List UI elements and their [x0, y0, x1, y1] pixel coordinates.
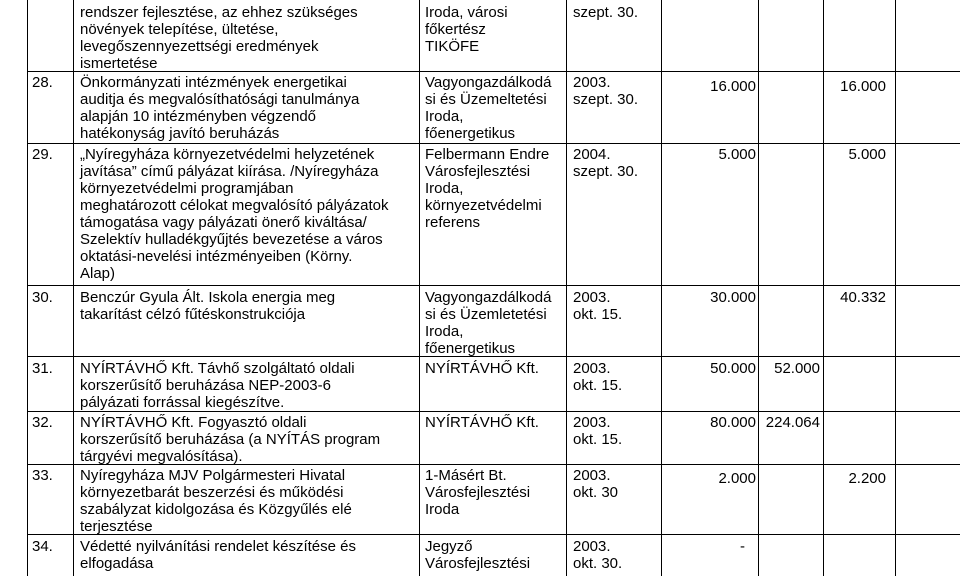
amount-3: 2.200: [848, 470, 886, 487]
row-number: 31.: [32, 360, 53, 377]
project-description: [80, 360, 355, 411]
text-line: „Nyíregyháza környezetvédelmi helyzetének: [80, 146, 375, 163]
text-line: környezetbarát beszerzési és működési: [80, 484, 344, 501]
text-line: szept. 30.: [573, 91, 639, 108]
responsible: [425, 74, 552, 142]
text-line: Iroda,: [425, 108, 464, 125]
text-line: korszerűsítő beruházása NEP-2003-6: [80, 377, 331, 394]
deadline: [573, 74, 638, 108]
text-line: Benczúr Gyula Ált. Iskola energia meg: [80, 289, 336, 306]
row-number: 34.: [32, 538, 53, 555]
text-line: NYÍRTÁVHŐ Kft.: [425, 360, 539, 377]
amount-2: 224.064: [765, 414, 820, 431]
text-line: tárgyévi megvalósítása).: [80, 448, 243, 465]
deadline: [573, 360, 622, 394]
table-border-left: [27, 0, 28, 576]
text-line: si és Üzemeltetési: [425, 91, 547, 108]
text-line: szabályzat kidolgozása és Közgyűlés elé: [80, 501, 352, 518]
text-line: környezetvédelmi programjában: [80, 180, 294, 197]
responsible: [425, 414, 539, 431]
text-line: Vagyongazdálkodá: [425, 74, 552, 91]
row-divider: [27, 143, 960, 144]
text-line: NYÍRTÁVHŐ Kft. Fogyasztó oldali: [80, 414, 307, 431]
text-line: szept. 30.: [573, 4, 639, 21]
amount-2: 52.000: [774, 360, 820, 377]
amount-1: 30.000: [710, 289, 756, 306]
text-line: takarítást célzó fűtéskonstrukciója: [80, 306, 306, 323]
text-line: Iroda,: [425, 323, 464, 340]
text-line: Iroda: [425, 501, 460, 518]
row-number: 32.: [32, 414, 53, 431]
text-line: okt. 30: [573, 484, 619, 501]
text-line: 2003.: [573, 74, 611, 91]
text-line: rendszer fejlesztése, az ehhez szükséges: [80, 4, 358, 21]
text-line: 2003.: [573, 467, 611, 484]
column-divider: [895, 0, 896, 576]
text-line: Szelektív hulladékgyűjtés bevezetése a város: [80, 231, 383, 248]
deadline: [573, 289, 622, 323]
text-line: Jegyző: [425, 538, 473, 555]
column-divider: [419, 0, 420, 576]
project-description: [80, 74, 359, 142]
text-line: NYÍRTÁVHŐ Kft. Távhő szolgáltató oldali: [80, 360, 355, 377]
amount-1: 50.000: [710, 360, 756, 377]
column-divider: [758, 0, 759, 576]
responsible: [425, 467, 530, 518]
text-line: pályázati forrással kiegészítve.: [80, 394, 285, 411]
text-line: Iroda, városi: [425, 4, 508, 21]
row-divider: [27, 411, 960, 412]
text-line: hatékonyság javító beruházás: [80, 125, 280, 142]
column-divider: [73, 0, 74, 576]
text-line: Nyíregyháza MJV Polgármesteri Hivatal: [80, 467, 346, 484]
project-description: [80, 289, 335, 323]
deadline: [573, 467, 618, 501]
deadline: [573, 538, 622, 572]
amount-1: 80.000: [710, 414, 756, 431]
text-line: NYÍRTÁVHŐ Kft.: [425, 414, 539, 431]
row-number: 30.: [32, 289, 53, 306]
amount-3: 16.000: [840, 78, 886, 95]
text-line: okt. 15.: [573, 431, 623, 448]
text-line: terjesztése: [80, 518, 153, 535]
text-line: 2003.: [573, 538, 611, 555]
text-line: okt. 30.: [573, 555, 623, 572]
text-line: oktatási-nevelési intézményeiben (Körny.: [80, 248, 353, 265]
text-line: főkertész: [425, 21, 486, 38]
amount-3: 40.332: [840, 289, 886, 306]
text-line: 2003.: [573, 414, 611, 431]
text-line: támogatása vagy pályázati önerő kiváltása/: [80, 214, 367, 231]
text-line: Városfejlesztési: [425, 555, 531, 572]
text-line: okt. 15.: [573, 377, 623, 394]
text-line: főenergetikus: [425, 125, 516, 142]
row-number: 28.: [32, 74, 53, 91]
text-line: referens: [425, 214, 481, 231]
amount-1: 2.000: [718, 470, 756, 487]
amount-3: 5.000: [848, 146, 886, 163]
amount-1: 16.000: [710, 78, 756, 95]
project-description: [80, 467, 352, 535]
deadline: [573, 414, 622, 448]
project-description: [80, 146, 389, 282]
text-line: okt. 15.: [573, 306, 623, 323]
text-line: Védetté nyilvánítási rendelet készítése és: [80, 538, 356, 555]
row-number: 33.: [32, 467, 53, 484]
text-line: javítása” című pályázat kiírása. /Nyíregyháza: [80, 163, 379, 180]
amount-1: -: [740, 538, 745, 555]
deadline: [573, 146, 638, 180]
text-line: Városfejlesztési: [425, 163, 531, 180]
text-line: si és Üzemletetési: [425, 306, 547, 323]
text-line: 1-Másért Bt.: [425, 467, 507, 484]
project-description: [80, 538, 356, 572]
text-line: TIKÖFE: [425, 38, 480, 55]
text-line: növények telepítése, ültetése,: [80, 21, 279, 38]
text-line: Alap): [80, 265, 116, 282]
text-line: Vagyongazdálkodá: [425, 289, 552, 306]
text-line: Iroda,: [425, 180, 464, 197]
text-line: szept. 30.: [573, 163, 639, 180]
text-line: 2003.: [573, 360, 611, 377]
responsible: [425, 360, 539, 377]
text-line: ismertetése: [80, 55, 158, 72]
text-line: elfogadása: [80, 555, 154, 572]
text-line: auditja és megvalósíthatósági tanulmánya: [80, 91, 360, 108]
text-line: korszerűsítő beruházása (a NYÍTÁS program: [80, 431, 381, 448]
text-line: Felbermann Endre: [425, 146, 550, 163]
continuation-project: [80, 4, 358, 72]
text-line: környezetvédelmi: [425, 197, 542, 214]
responsible: [425, 146, 549, 231]
text-line: meghatározott célokat megvalósító pályázatok: [80, 197, 389, 214]
text-line: 2004.: [573, 146, 611, 163]
text-line: 2003.: [573, 289, 611, 306]
row-divider: [27, 285, 960, 286]
responsible: [425, 538, 530, 572]
text-line: Önkormányzati intézmények energetikai: [80, 74, 347, 91]
text-line: alapján 10 intézményben végzendő: [80, 108, 317, 125]
responsible: [425, 289, 552, 357]
text-line: Városfejlesztési: [425, 484, 531, 501]
continuation-responsible: [425, 4, 508, 55]
text-line: levegőszennyezettségi eredmények: [80, 38, 319, 55]
project-description: [80, 414, 380, 465]
row-number: 29.: [32, 146, 53, 163]
column-divider: [566, 0, 567, 576]
amount-1: 5.000: [718, 146, 756, 163]
continuation-deadline: [573, 4, 638, 21]
text-line: főenergetikus: [425, 340, 516, 357]
